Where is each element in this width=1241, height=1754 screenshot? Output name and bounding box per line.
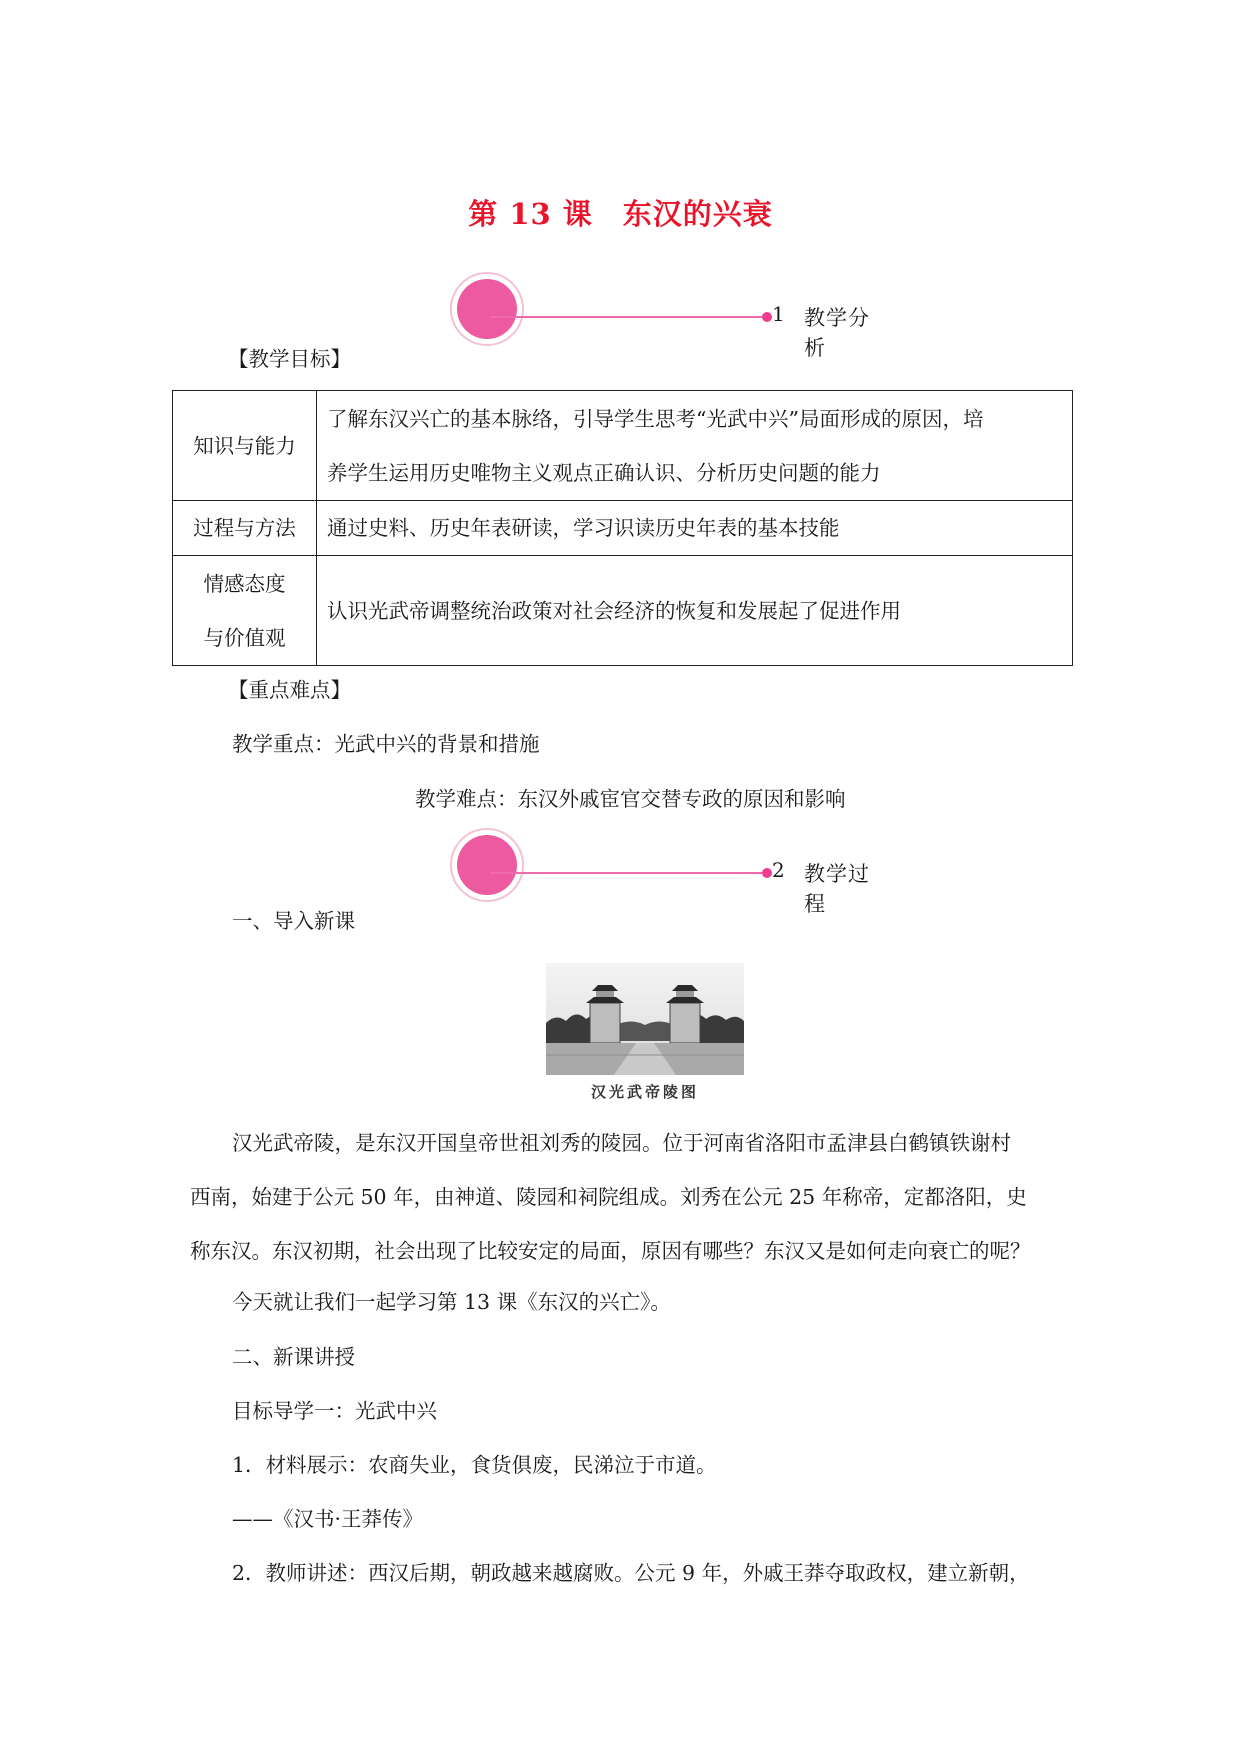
section-label: 教学过程: [804, 862, 870, 916]
teaching-focus: 教学重点：光武中兴的背景和措施: [232, 732, 540, 756]
section-line: [490, 316, 765, 318]
teacher-narration: 2．教师讲述：西汉后期，朝政越来越腐败。公元 9 年，外戚王莽夺取政权，建立新朝，: [232, 1561, 1030, 1585]
new-lesson-heading: 二、新课讲授: [232, 1345, 355, 1369]
section-header-analysis: [450, 272, 890, 360]
table-row-content: 通过史料、历史年表研读，学习识读历史年表的基本技能: [317, 501, 1073, 556]
table-row: [173, 391, 1073, 501]
table-row: [173, 501, 1073, 556]
table-row-label: 过程与方法: [173, 501, 317, 556]
table-row-content: 了解东汉兴亡的基本脉络，引导学生思考“光武中兴”局面形成的原因，培 养学生运用历史唯物主义观点正确认识、分析历史问题的能力: [317, 391, 1073, 501]
table-row-label: 情感态度 与价值观: [173, 556, 317, 666]
intro-conclusion: 今天就让我们一起学习第 13 课《东汉的兴亡》。: [232, 1290, 671, 1314]
section-circle-fill: [457, 279, 517, 339]
teaching-difficulty: 教学难点：东汉外戚宦官交替专政的原因和影响: [415, 787, 846, 811]
goal-heading: 目标导学一：光武中兴: [232, 1399, 437, 1423]
table-row: [173, 556, 1073, 666]
intro-paragraph: 汉光武帝陵，是东汉开国皇帝世祖刘秀的陵园。位于河南省洛阳市孟津县白鹤镇铁谢村 西南，始建于公元 50 年，由神道、陵园和祠院组成。刘秀在公元 25 年称帝，定都洛阳，史 称东汉。东汉初期，社会出现了比较安定的局面，原因有哪些？东汉又是如何走向衰亡的呢？: [190, 1131, 1031, 1263]
photo-caption: 汉光武帝陵图: [590, 1083, 699, 1101]
table-row-content: 认识光武帝调整统治政策对社会经济的恢复和发展起了促进作用: [317, 556, 1073, 666]
material-item: 1．材料展示：农商失业，食货俱废，民涕泣于市道。: [232, 1453, 717, 1477]
section-number: 1: [772, 302, 785, 326]
page-title: 第 13 课 东汉的兴衰: [468, 197, 773, 231]
section-line: [490, 872, 765, 874]
material-source: ——《汉书·王莽传》: [232, 1507, 424, 1531]
section-dot-icon: [762, 312, 772, 322]
section-header-process: [450, 828, 890, 916]
section-number: 2: [772, 858, 785, 882]
section-label: 教学分析: [804, 306, 870, 360]
objectives-heading: 【教学目标】: [228, 347, 351, 371]
intro-heading: 一、导入新课: [232, 909, 355, 933]
section-dot-icon: [762, 868, 772, 878]
key-points-heading: 【重点难点】: [228, 678, 351, 702]
table-row-label: 知识与能力: [173, 391, 317, 501]
objectives-table: [172, 390, 1073, 666]
mausoleum-photo: [546, 963, 744, 1075]
section-circle-fill: [457, 835, 517, 895]
